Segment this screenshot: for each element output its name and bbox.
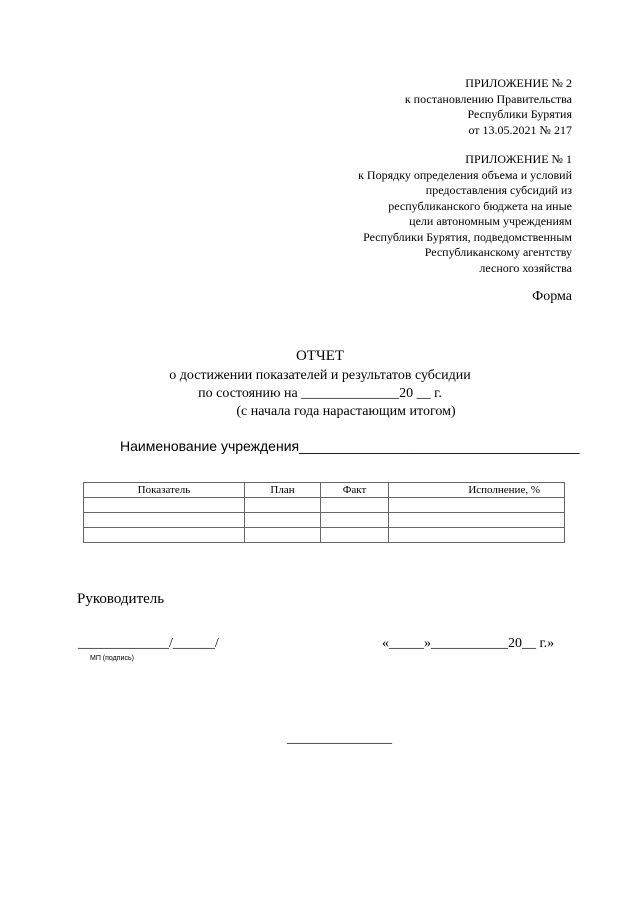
appendix-1-line: Республики Бурятия, подведомственным <box>363 229 572 244</box>
report-title: ОТЧЕТ <box>295 348 345 364</box>
appendix-1-line: к Порядку определения объема и условий <box>358 167 572 182</box>
table-row <box>84 513 565 528</box>
table-cell <box>389 513 565 528</box>
table-cell <box>245 498 321 513</box>
appendix-1-line: ПРИЛОЖЕНИЕ № 1 <box>465 152 572 166</box>
table-cell <box>389 528 565 543</box>
header-fact: Факт <box>321 483 389 498</box>
form-label: Форма <box>532 289 572 304</box>
header-execution: Исполнение, % <box>389 483 565 498</box>
signature-caption: МП (подпись) <box>90 655 134 662</box>
appendix-1-line: лесного хозяйства <box>479 260 572 275</box>
table-cell <box>245 528 321 543</box>
head-label: Руководитель <box>77 591 165 607</box>
table-row <box>84 498 565 513</box>
table-cell <box>245 513 321 528</box>
table-cell <box>389 498 565 513</box>
report-table <box>83 482 565 543</box>
appendix-2-line: к постановлению Правительства <box>404 91 572 106</box>
institution-label: Наименование учреждения <box>120 438 300 454</box>
appendix-1-line: республиканского бюджета на иные <box>388 198 572 213</box>
appendix-1-line: цели автономным учреждениям <box>409 214 572 228</box>
header-indicator: Показатель <box>84 483 245 498</box>
institution-field <box>120 438 579 454</box>
table-header-row <box>84 483 565 498</box>
appendix-2-line: Республики Бурятия <box>467 107 572 121</box>
institution-blank: ____________________________________ <box>299 438 580 454</box>
appendix-2-line: от 13.05.2021 № 217 <box>468 122 572 137</box>
table-cell <box>321 513 389 528</box>
table-row <box>84 528 565 543</box>
report-note: (с начала года нарастающим итогом) <box>236 404 456 419</box>
table-cell <box>84 528 245 543</box>
table-cell <box>84 513 245 528</box>
appendix-1-block <box>358 152 572 276</box>
report-subtitle: о достижении показателей и результатов субсидии <box>169 368 471 383</box>
appendix-2-block <box>405 76 572 138</box>
signature-line: _____________/______/ <box>78 636 219 651</box>
table-cell <box>321 498 389 513</box>
appendix-1-line: Республиканскому агентству <box>424 245 572 259</box>
table-cell <box>84 498 245 513</box>
table-cell <box>321 528 389 543</box>
signature-date-line: «_____»___________20__ г.» <box>382 636 555 651</box>
appendix-1-line: предоставления субсидий из <box>425 183 572 197</box>
appendix-2-line: ПРИЛОЖЕНИЕ № 2 <box>465 76 572 90</box>
bottom-line: _______________ <box>287 731 392 746</box>
header-plan: План <box>245 483 321 498</box>
report-date-line: по состоянию на ______________20 __ г. <box>198 386 442 401</box>
